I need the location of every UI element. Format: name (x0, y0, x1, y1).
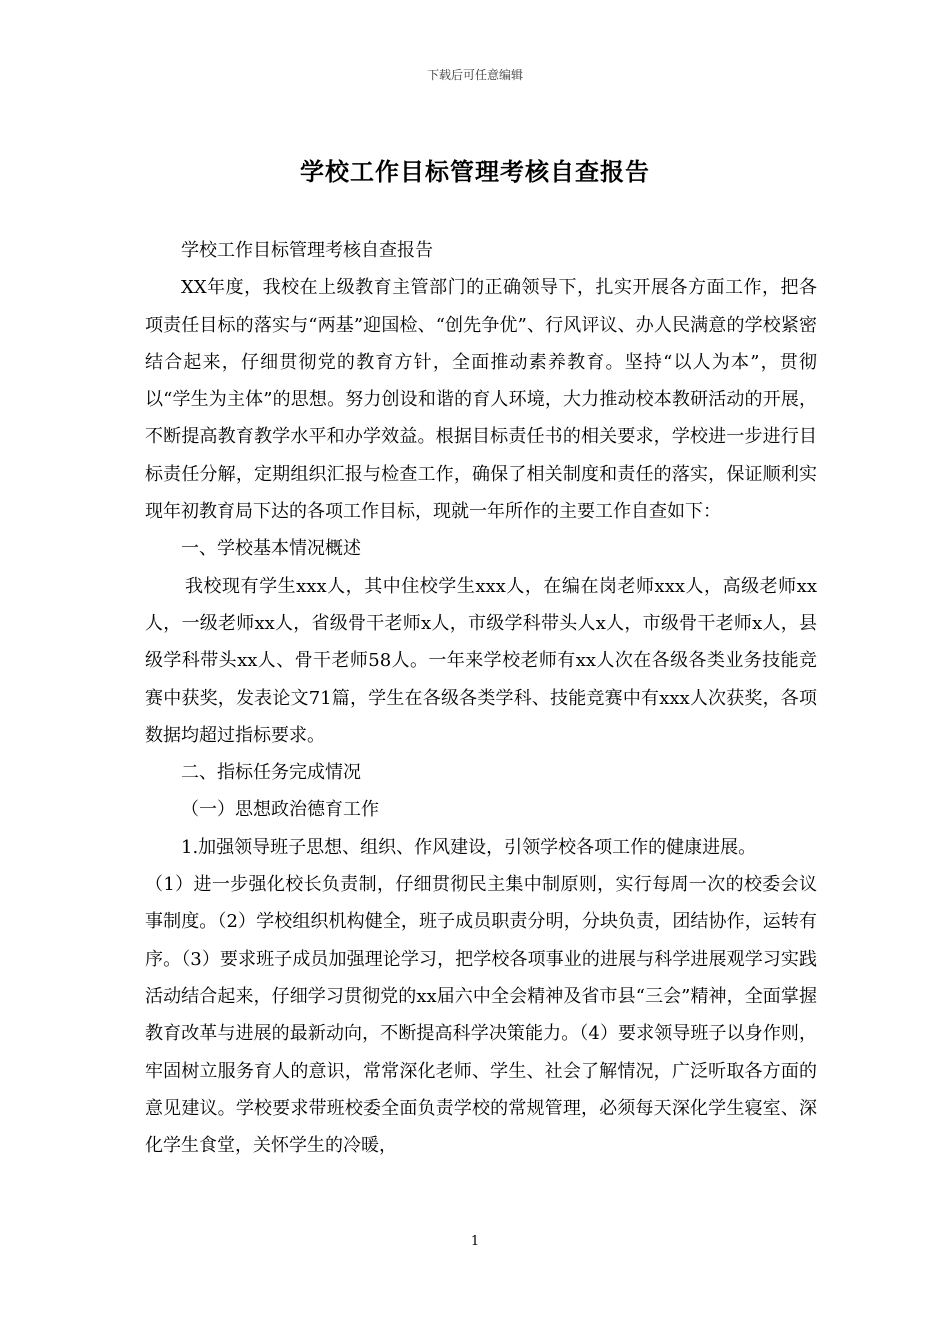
header-note: 下载后可任意编辑 (426, 68, 523, 82)
section-heading-overview: 一、学校基本情况概述 (181, 538, 361, 560)
document-title: 学校工作目标管理考核自查报告 (300, 157, 650, 186)
paragraph-intro: XX年度，我校在上级教育主管部门的正确领导下，扎实开展各方面工作，把各项责任目标的落实与“两基”迎国检、“创先争优”、行风评议、办人民满意的学校紧密结合起来，仔细贯彻党的教育方针，全面推动素养教育。坚持“以人为本”，贯彻以“学生为主体”的思想。努力创设和谐的育人环境，大力推动校本教研活动的开展，不断提高教育教学水平和办学效益。根据目标责任书的相关要求，学校进一步进行目标责任分解，定期组织汇报与检查工作，确保了相关制度和责任的落实，保证顺利实现年初教育局下达的各项工作目标，现就一年所作的主要工作自查如下： (145, 277, 817, 523)
paragraph-report-title: 学校工作目标管理考核自查报告 (181, 240, 433, 261)
document-body (145, 232, 817, 1164)
paragraph-leadership-details: （1）进一步强化校长负责制，仔细贯彻民主集中制原则，实行每周一次的校委会议事制度。（2）学校组织机构健全，班子成员职责分明，分块负责，团结协作，运转有序。（3）要求班子成员加强理论学习，把学校各项事业的进展与科学进展观学习实践活动结合起来，仔细学习贯彻党的xx届六中全会精神及省市县“三会”精神，全面掌握教育改革与进展的最新动向，不断提高科学决策能力。（4）要求领导班子以身作则，牢固树立服务育人的意识，常常深化老师、学生、社会了解情况，广泛听取各方面的意见建议。学校要求带班校委全面负责学校的常规管理，必须每天深化学生寝室、深化学生食堂，关怀学生的冷暖， (145, 874, 817, 1157)
paragraph-school-overview: 我校现有学生xxx人，其中住校学生xxx人，在编在岗老师xxx人，高级老师xx人，一级老师xx人，省级骨干老师x人，市级学科带头人x人，市级骨干老师x人，县级学科带头xx人、骨干老师58人。一年来学校老师有xx人次在各级各类业务技能竞赛中获奖，发表论文71篇，学生在各级各类学科、技能竞赛中有xxx人次获奖，各项数据均超过指标要求。 (145, 575, 817, 746)
paragraph-leadership-item: 1.加强领导班子思想、组织、作风建设，引领学校各项工作的健康进展。 (181, 836, 757, 858)
page-number: 1 (470, 1234, 480, 1249)
subsection-heading-moral: （一）思想政治德育工作 (181, 799, 379, 821)
section-heading-tasks: 二、指标任务完成情况 (181, 762, 361, 784)
